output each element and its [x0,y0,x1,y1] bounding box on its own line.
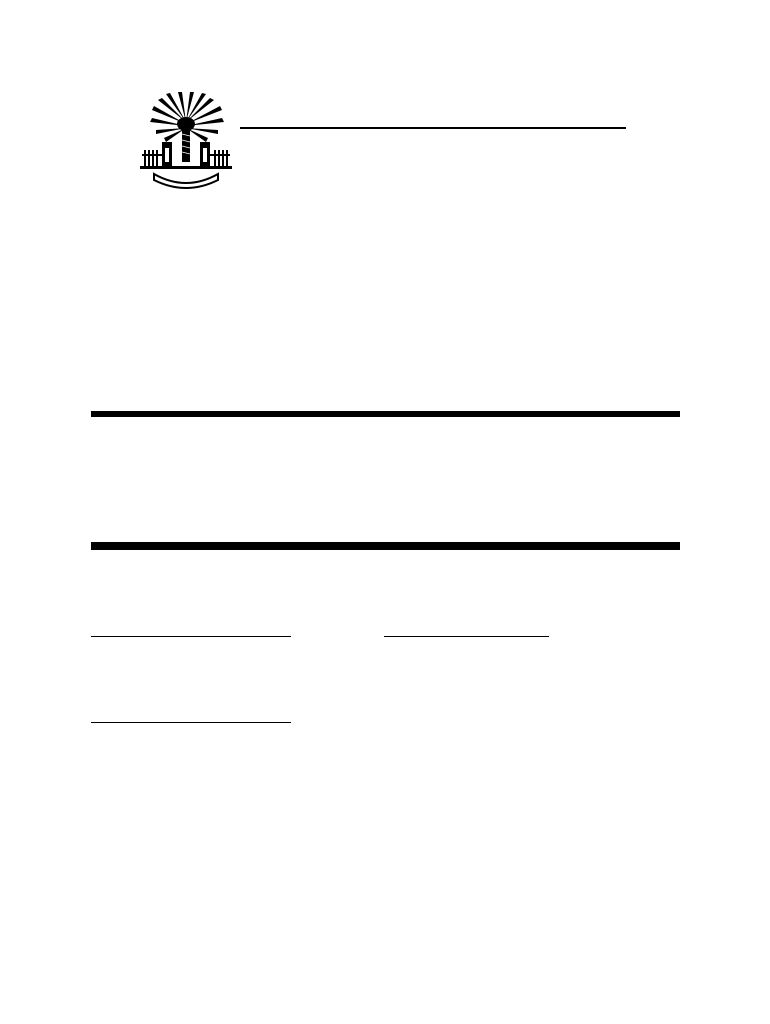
divider-bottom [91,542,680,550]
palmetto-seal-icon [140,92,232,192]
subject-row [91,313,181,327]
university-logo [140,92,640,192]
offeror-name-line[interactable] [384,636,549,637]
date-signature-line[interactable] [91,722,291,723]
authorized-signature-line[interactable] [91,636,291,637]
wordmark-divider [240,127,626,129]
divider-top [91,411,680,417]
university-wordmark [240,106,632,110]
from-row [91,279,181,293]
to-row [91,244,181,258]
